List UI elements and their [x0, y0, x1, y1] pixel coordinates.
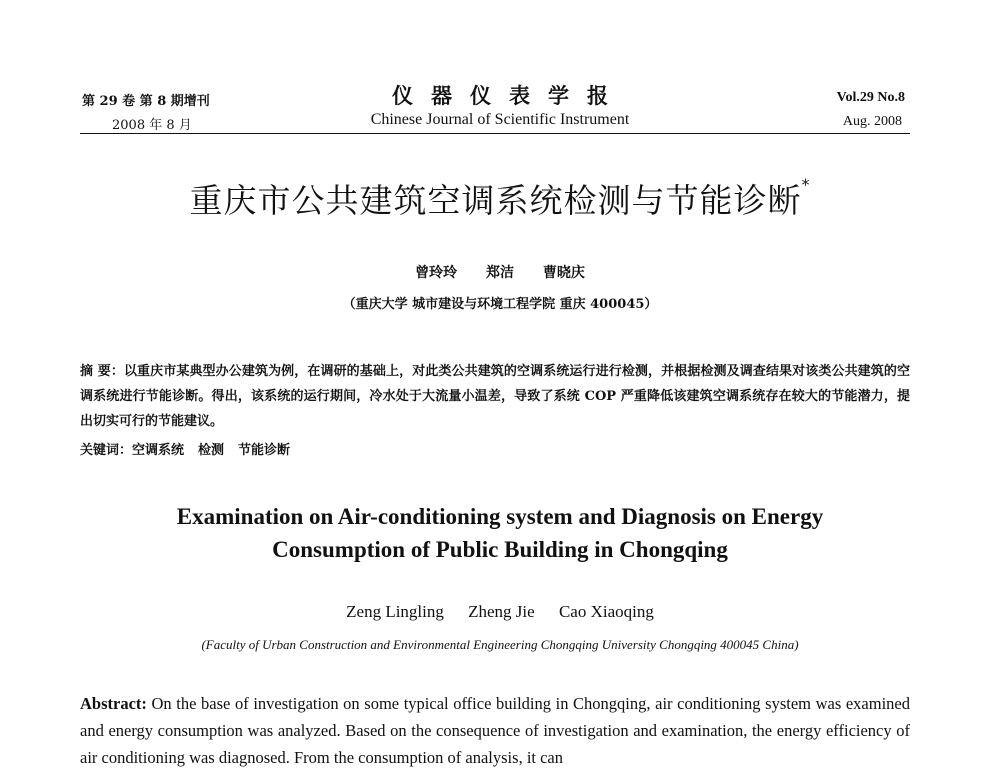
- paper-title-en: Examination on Air-conditioning system and Diagnosis on Energy Consumption of Public Building in Chongqing: [176, 504, 824, 562]
- author-en: Zeng Lingling: [346, 602, 444, 621]
- author-cn: 曹晓庆: [542, 265, 585, 281]
- date-cn: 2008 年 8 月: [112, 118, 192, 133]
- journal-name-cn: 仪器仪表学报: [392, 83, 626, 108]
- paper-title-cn: [0, 175, 1000, 222]
- date-en: Aug. 2008: [842, 114, 902, 129]
- authors-en: [0, 602, 1000, 622]
- journal-name-en: Chinese Journal of Scientific Instrument: [370, 111, 630, 128]
- abstract-cn: [80, 359, 910, 434]
- author-en: Cao Xiaoqing: [558, 602, 654, 621]
- keyword-cn: 空调系统: [132, 443, 185, 458]
- keywords-cn: [80, 439, 304, 458]
- affiliation-cn: （重庆大学 城市建设与环境工程学院 重庆 400045）: [342, 297, 658, 312]
- author-en: Zheng Jie: [468, 602, 535, 621]
- volume-issue-cn: 第 29 卷 第 8 期增刊: [82, 94, 210, 109]
- author-cn: 郑洁: [486, 265, 514, 281]
- paper-title-cn-text: 重庆市公共建筑空调系统检测与节能诊断: [189, 181, 802, 220]
- author-cn: 曾玲玲: [415, 265, 458, 281]
- abstract-en-label: Abstract:: [80, 694, 147, 713]
- authors-cn: [0, 262, 1000, 282]
- title-footnote-mark: *: [801, 175, 811, 194]
- abstract-cn-text: 以重庆市某典型办公建筑为例，在调研的基础上，对此类公共建筑的空调系统运行进行检测，并根据检测及调查结果对该类公共建筑的空调系统进行节能诊断。得出，该系统的运行期间，冷水处于大流量小温差，导致了系统 COP 严重降低该建筑空调系统存在较大的节能潜力，提出切实可行的节能建议。: [80, 364, 910, 429]
- keyword-cn: 检测: [198, 443, 225, 458]
- abstract-en-text: On the base of investigation on some typical office building in Chongqing, air conditioning system was examined and energy consumption was analyzed. Based on the consequence of investigation and examination, the energy efficiency of air conditioning was diagnosed. From the consumption of analysis, it can: [80, 694, 910, 767]
- abstract-cn-label: 摘 要：: [80, 364, 124, 379]
- header-rule: [80, 133, 910, 134]
- volume-issue-en: Vol.29 No.8: [836, 90, 905, 105]
- keywords-cn-label: 关键词：: [80, 443, 133, 458]
- keyword-cn: 节能诊断: [238, 443, 291, 458]
- abstract-en: [80, 690, 910, 771]
- affiliation-en: (Faculty of Urban Construction and Environmental Engineering Chongqing University Chongqing 400045 China): [201, 637, 799, 652]
